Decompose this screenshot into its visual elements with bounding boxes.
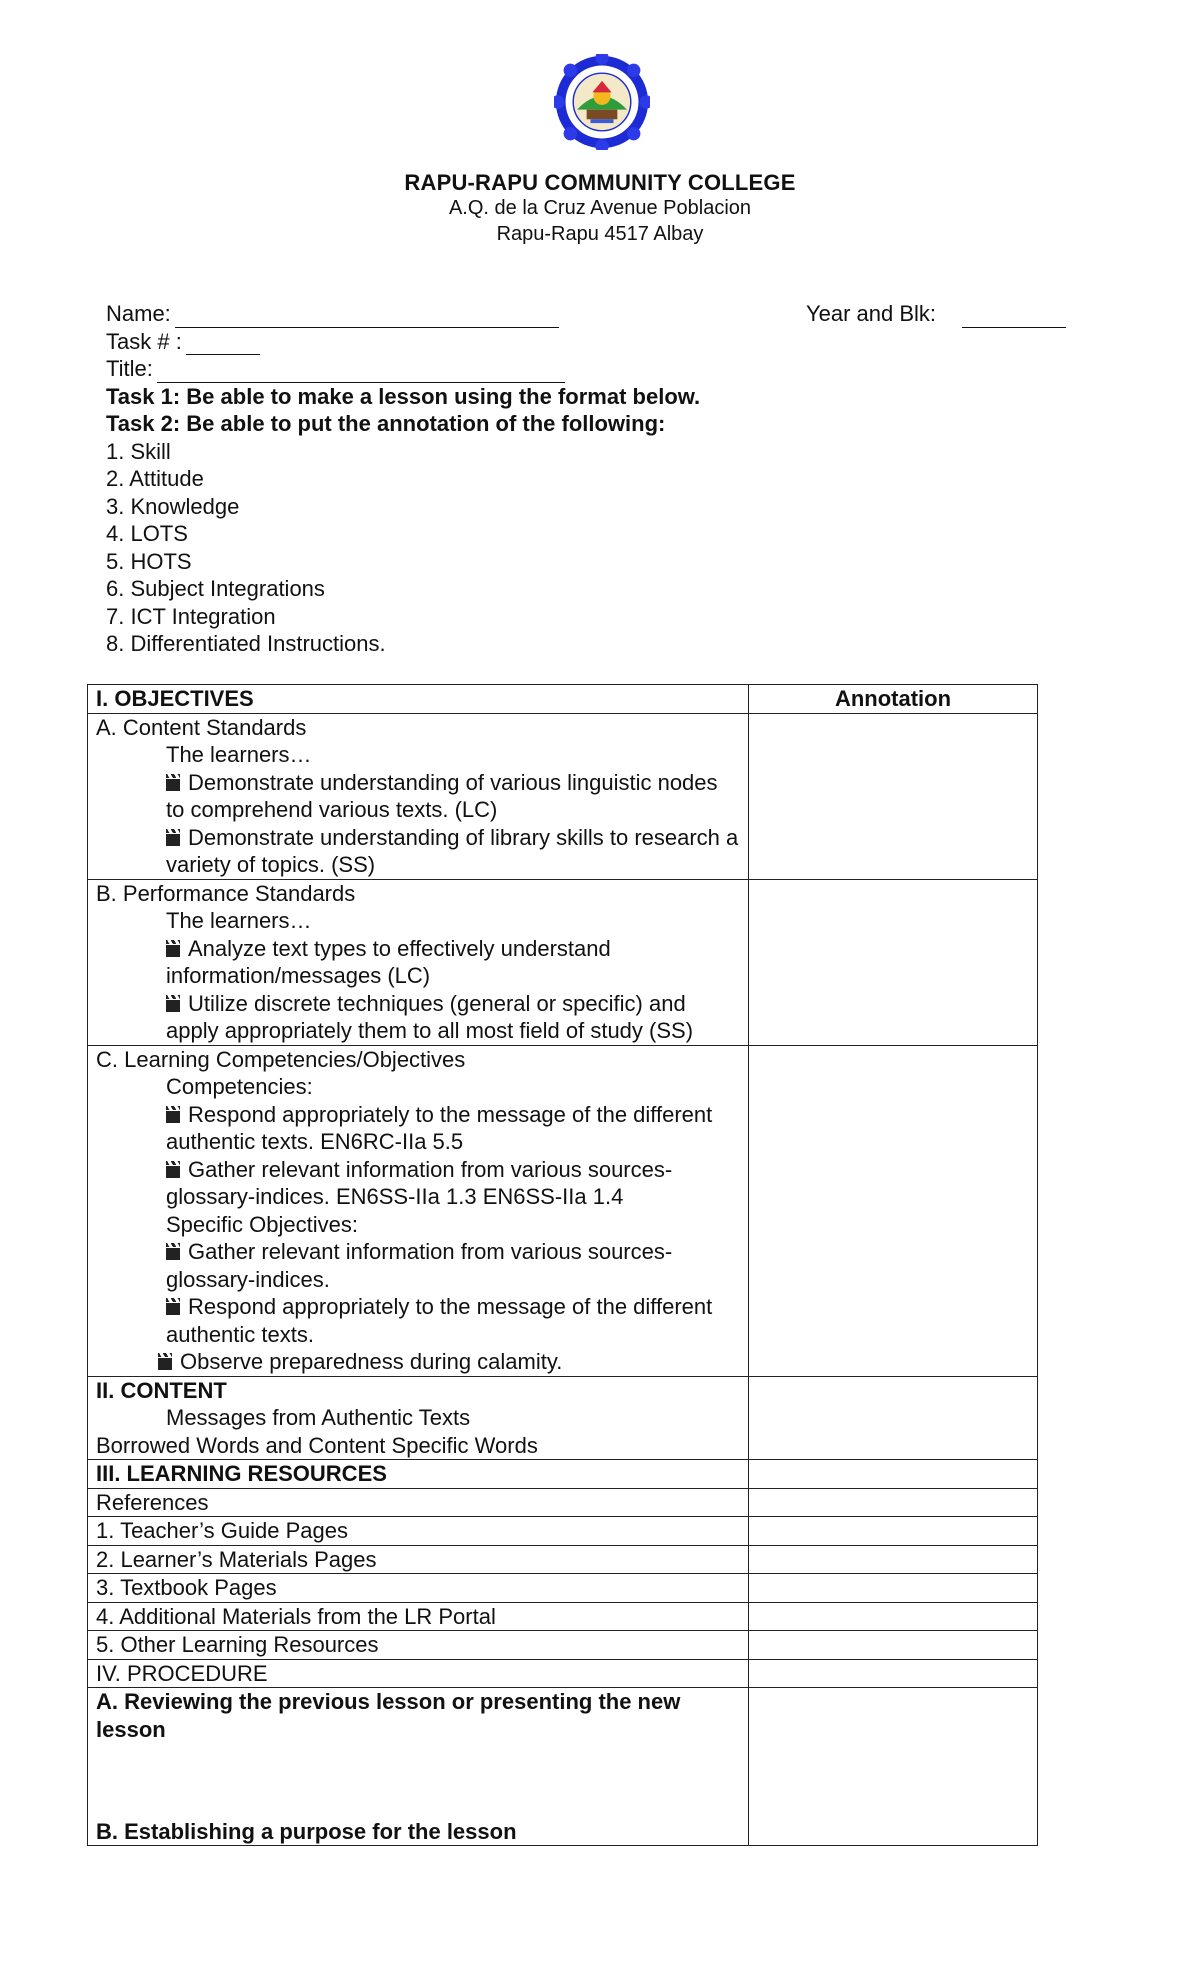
list-item: Respond appropriately to the message of the different authentic texts. EN6RC-IIa 5.5 (166, 1101, 713, 1154)
clapperboard-icon (166, 1000, 180, 1012)
name-label: Name: (106, 301, 171, 326)
annotation-list-item: 4. LOTS (106, 521, 188, 546)
clapperboard-icon (158, 1358, 172, 1370)
annotation-cell[interactable] (749, 1659, 1038, 1688)
content-line-2: Borrowed Words and Content Specific Words (96, 1432, 538, 1458)
annotation-list-item: 6. Subject Integrations (106, 576, 325, 601)
objectives-header: I. OBJECTIVES (88, 685, 749, 714)
task-1-instruction: Task 1: Be able to make a lesson using the format below. (106, 383, 701, 409)
list-item: Analyze text types to effectively understand information/messages (LC) (166, 935, 611, 988)
resource-row-label: 5. Other Learning Resources (88, 1631, 749, 1660)
annotation-cell[interactable] (749, 879, 1038, 1045)
annotation-cell[interactable] (749, 1045, 1038, 1376)
annotation-list-item: 1. Skill (106, 438, 171, 464)
list-item: Demonstrate understanding of library skills to research a variety of topics. (SS) (166, 824, 739, 877)
annotation-cell[interactable] (749, 1376, 1038, 1460)
procedure-b: B. Establishing a purpose for the lesson (96, 1818, 517, 1844)
title-label: Title: (106, 356, 153, 381)
performance-standards-cell (88, 879, 749, 1045)
table-row (88, 1460, 1038, 1489)
year-label: Year and Blk: (805, 301, 936, 326)
title-field[interactable] (157, 360, 565, 383)
competencies-cell (88, 1045, 749, 1376)
clapperboard-icon (166, 1111, 180, 1123)
procedure-title: IV. PROCEDURE (88, 1659, 749, 1688)
list-item: Gather relevant information from various sources- glossary-indices. (166, 1239, 673, 1292)
clapperboard-icon (166, 834, 180, 846)
year-field[interactable] (962, 305, 1066, 328)
table-row (88, 1045, 1038, 1376)
table-row (88, 1688, 1038, 1846)
address-line-2: Rapu-Rapu 4517 Albay (496, 223, 704, 245)
resource-row-label: 2. Learner’s Materials Pages (88, 1545, 749, 1574)
competencies-lead: Competencies: (166, 1074, 313, 1099)
table-row (88, 1517, 1038, 1546)
resource-row-label: 4. Additional Materials from the LR Portal (88, 1602, 749, 1631)
procedure-a: A. Reviewing the previous lesson or presenting the new lesson (96, 1689, 681, 1742)
list-item: Observe preparedness during calamity. (96, 1348, 740, 1376)
annotation-list-item: 8. Differentiated Instructions. (106, 631, 386, 656)
annotation-list-item: 2. Attitude (106, 466, 204, 491)
resource-row-label: 3. Textbook Pages (88, 1574, 749, 1603)
performance-standards-lead: The learners… (166, 908, 312, 933)
table-row (88, 1659, 1038, 1688)
content-standards-cell (88, 713, 749, 879)
content-standards-lead: The learners… (166, 742, 312, 767)
annotation-list-item: 5. HOTS (106, 548, 192, 574)
table-row (88, 1631, 1038, 1660)
list-item: Gather relevant information from various sources- glossary-indices. EN6SS-IIa 1.3 EN6SS-IIa 1.4 (166, 1156, 673, 1209)
task-number-label: Task # : (106, 328, 182, 354)
task-2-instruction: Task 2: Be able to put the annotation of the following: (106, 411, 666, 436)
clapperboard-icon (166, 1248, 180, 1260)
annotation-cell[interactable] (749, 1631, 1038, 1660)
lesson-plan-table (87, 684, 1038, 1846)
list-item: Respond appropriately to the message of the different authentic texts. (166, 1294, 713, 1347)
content-standards-title: A. Content Standards (96, 714, 307, 740)
college-name: RAPU-RAPU COMMUNITY COLLEGE (404, 170, 796, 195)
specific-objectives-lead: Specific Objectives: (166, 1211, 358, 1237)
table-row (88, 879, 1038, 1045)
student-info-section (106, 300, 1066, 658)
learning-resources-title: III. LEARNING RESOURCES (88, 1460, 749, 1489)
table-row (88, 1545, 1038, 1574)
content-cell (88, 1376, 749, 1460)
table-row (88, 713, 1038, 879)
annotation-cell[interactable] (749, 1688, 1038, 1846)
table-header-row (88, 685, 1038, 714)
content-line-1: Messages from Authentic Texts (166, 1405, 471, 1430)
performance-standards-title: B. Performance Standards (96, 880, 356, 906)
annotation-header: Annotation (749, 685, 1038, 714)
name-field[interactable] (175, 305, 559, 328)
clapperboard-icon (166, 779, 180, 791)
table-row (88, 1602, 1038, 1631)
resource-row-label: References (88, 1488, 749, 1517)
list-item: Utilize discrete techniques (general or specific) and apply appropriately them to all most field of study (SS) (166, 990, 694, 1043)
annotation-list-item: 7. ICT Integration (106, 603, 276, 629)
procedure-cell (88, 1688, 749, 1846)
task-number-field[interactable] (186, 332, 260, 355)
annotation-cell[interactable] (749, 1460, 1038, 1489)
list-item: Demonstrate understanding of various linguistic nodes to comprehend various texts. (LC) (166, 769, 718, 822)
college-seal-logo (554, 54, 650, 150)
table-row (88, 1488, 1038, 1517)
annotation-cell[interactable] (749, 1545, 1038, 1574)
content-title: II. CONTENT (96, 1377, 227, 1403)
annotation-list-item: 3. Knowledge (106, 493, 240, 519)
address-line-1: A.Q. de la Cruz Avenue Poblacion (448, 197, 752, 219)
competencies-title: C. Learning Competencies/Objectives (96, 1046, 466, 1072)
table-row (88, 1376, 1038, 1460)
clapperboard-icon (166, 1166, 180, 1178)
annotation-cell[interactable] (749, 1574, 1038, 1603)
clapperboard-icon (166, 1303, 180, 1315)
clapperboard-icon (166, 945, 180, 957)
annotation-cell[interactable] (749, 1602, 1038, 1631)
resource-row-label: 1. Teacher’s Guide Pages (88, 1517, 749, 1546)
table-row (88, 1574, 1038, 1603)
annotation-cell[interactable] (749, 713, 1038, 879)
annotation-cell[interactable] (749, 1488, 1038, 1517)
annotation-cell[interactable] (749, 1517, 1038, 1546)
